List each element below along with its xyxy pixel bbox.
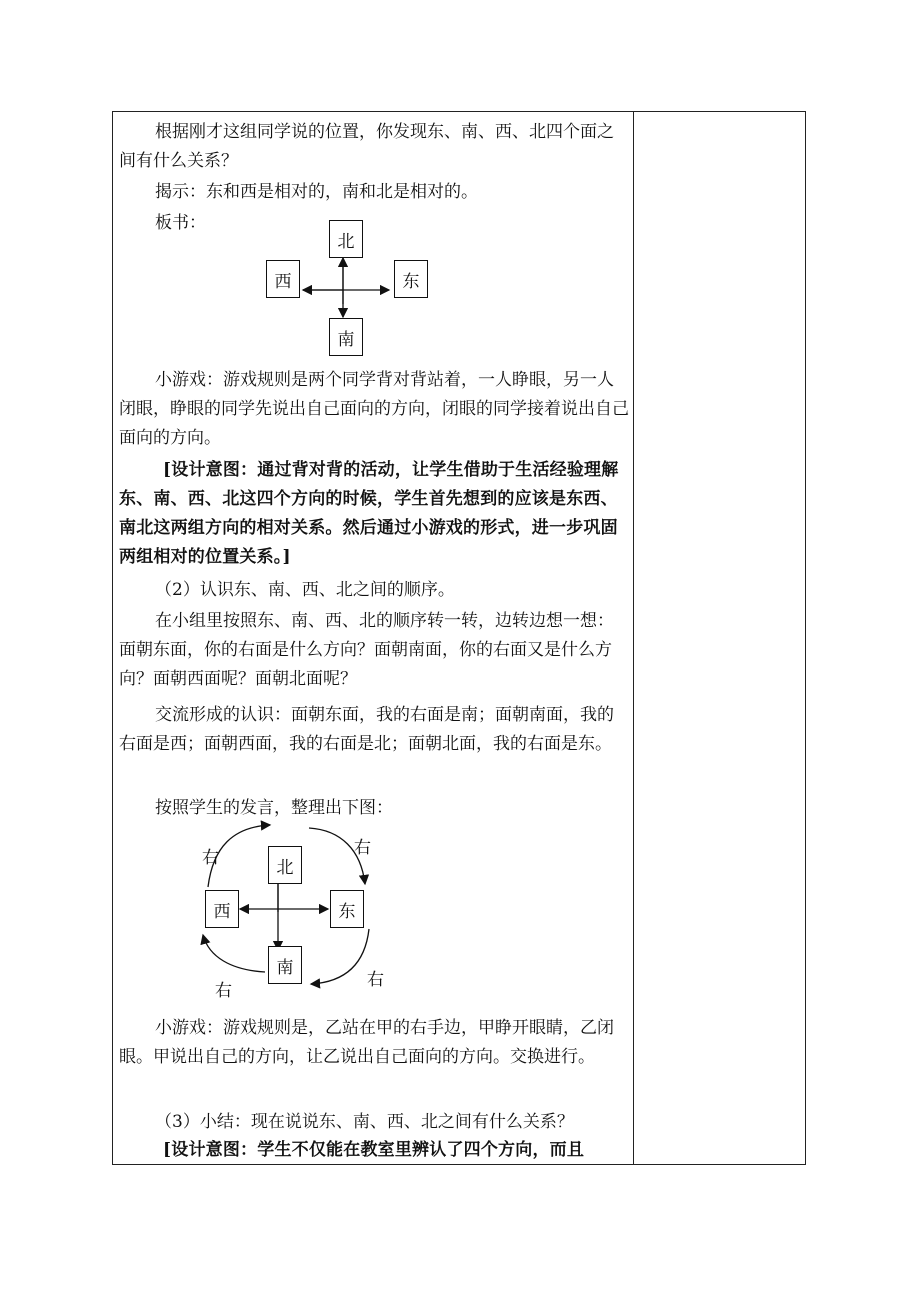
paragraph-design-intent-2: [设计意图：学生不仅能在教室里辨认了四个方向，而且 — [163, 1140, 585, 1160]
content-cell — [113, 112, 633, 1164]
paragraph-game-1: 小游戏：游戏规则是两个同学背对背站着，一人睁眼，另一人闭眼，睁眼的同学先说出自己面向的方向，闭眼的同学接着说出自己面向的方向。 — [119, 370, 629, 448]
box-south-2: 南 — [268, 946, 302, 984]
box-east-2: 东 — [330, 890, 364, 928]
lesson-table — [112, 111, 806, 1165]
label-right-top-left: 右 — [202, 848, 219, 868]
box-north-1: 北 — [329, 220, 363, 258]
box-south-1: 南 — [329, 318, 363, 356]
diagram2-arrows — [113, 112, 633, 1166]
paragraph-group: 在小组里按照东、南、西、北的顺序转一转，边转边想一想：面朝东面，你的右面是什么方向？面朝南面，你的右面又是什么方向？面朝西面呢？面朝北面呢？ — [119, 611, 614, 689]
paragraph-reveal: 揭示：东和西是相对的，南和北是相对的。 — [155, 182, 478, 202]
box-north-2: 北 — [268, 846, 302, 884]
paragraph-design-intent-1: [设计意图：通过背对背的活动，让学生借助于生活经验理解东、南、西、北这四个方向的时候，学生首先想到的应该是东西、南北这两组方向的相对关系。然后通过小游戏的形式，进一步巩固两组相对的位置关系。] — [119, 460, 619, 567]
box-west-2: 西 — [205, 890, 239, 928]
box-east-1: 东 — [394, 260, 428, 298]
label-right-top-right: 右 — [354, 838, 371, 858]
label-right-bottom-left: 右 — [215, 981, 232, 1001]
paragraph-board: 板书： — [155, 213, 206, 233]
paragraph-step-2: （2）认识东、南、西、北之间的顺序。 — [155, 580, 455, 600]
notes-cell — [634, 112, 805, 1164]
paragraph-exchange: 交流形成的认识：面朝东面，我的右面是南；面朝南面，我的右面是西；面朝西面，我的右面是北；面朝北面，我的右面是东。 — [119, 705, 614, 754]
paragraph-game-2: 小游戏：游戏规则是，乙站在甲的右手边，甲睁开眼睛，乙闭眼。甲说出自己的方向，让乙说出自己面向的方向。交换进行。 — [119, 1018, 614, 1067]
paragraph-arrange: 按照学生的发言，整理出下图： — [155, 798, 393, 818]
paragraph-question: 根据刚才这组同学说的位置，你发现东、南、西、北四个面之间有什么关系？ — [119, 122, 614, 171]
box-west-1: 西 — [266, 260, 300, 298]
paragraph-step-3: （3）小结：现在说说东、南、西、北之间有什么关系？ — [155, 1112, 574, 1132]
label-right-bottom-right: 右 — [367, 970, 384, 990]
